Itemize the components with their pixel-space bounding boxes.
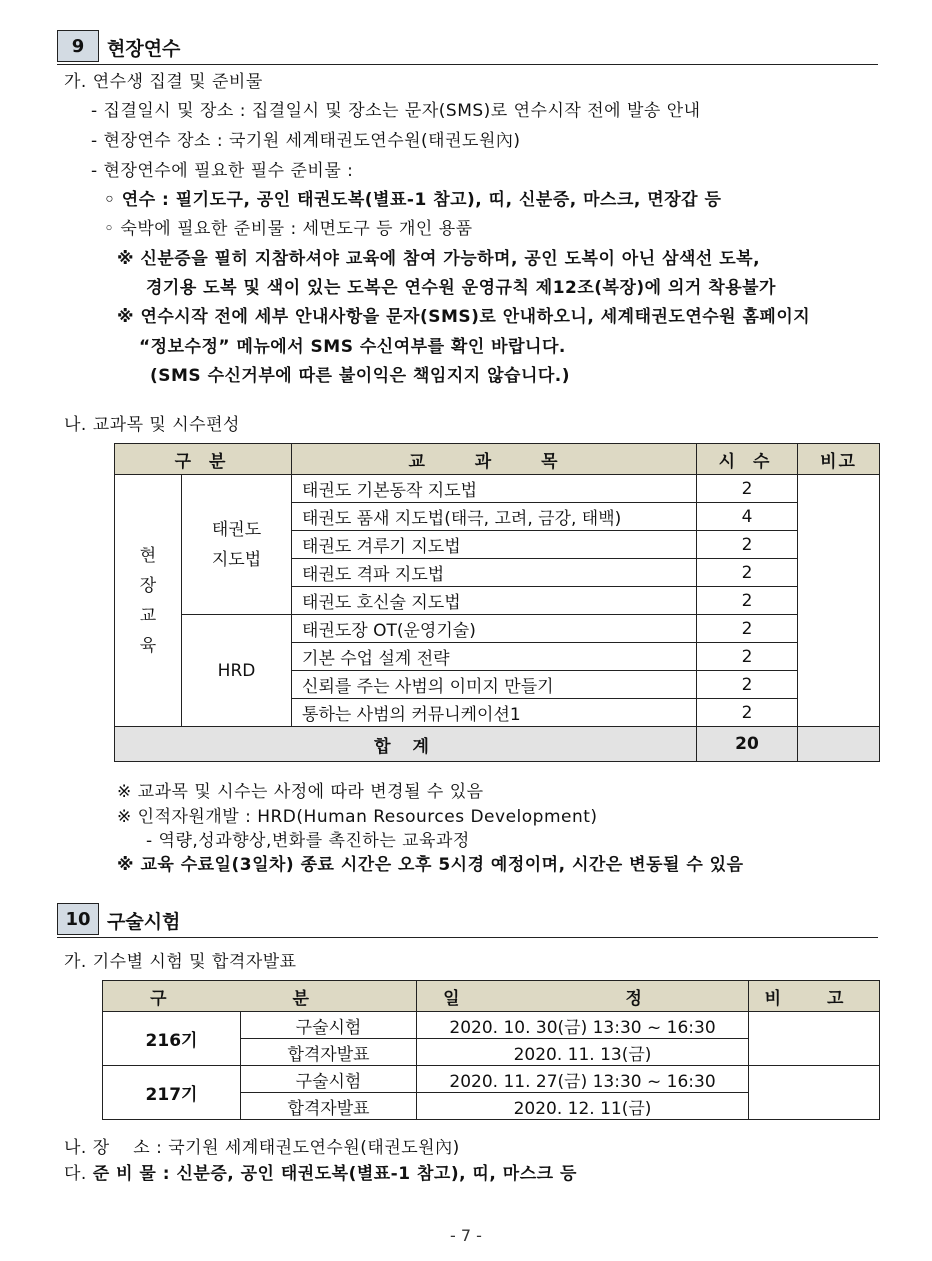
footnote-hrd: ※ 인적자원개발 : HRD(Human Resources Development) bbox=[117, 807, 598, 827]
required-items: - 현장연수에 필요한 필수 준비물 : bbox=[91, 161, 354, 181]
remarks-cell bbox=[749, 1012, 880, 1066]
subject-cell: 태권도 품새 지도법(태극, 고려, 금강, 태백) bbox=[292, 503, 697, 531]
exam-date: 2020. 10. 30(금) 13:30 ~ 16:30 bbox=[417, 1012, 749, 1039]
note-sms-refusal: (SMS 수신거부에 따른 불이익은 책임지지 않습니다.) bbox=[150, 366, 571, 386]
footnote-subjects: ※ 교과목 및 시수는 사정에 따라 변경될 수 있음 bbox=[117, 782, 484, 802]
exam-type: 구술시험 bbox=[241, 1012, 417, 1039]
section-number: 10 bbox=[57, 903, 99, 935]
subject-cell: 신뢰를 주는 사범의 이미지 만들기 bbox=[292, 671, 697, 699]
exam-date: 2020. 11. 13(금) bbox=[417, 1039, 749, 1066]
total-label: 합 계 bbox=[115, 727, 697, 762]
curriculum-table bbox=[114, 443, 880, 762]
bullet-training-items: ◦ 연수 : 필기도구, 공인 태권도복(별표-1 참고), 띠, 신분증, 마스크, 면장갑 등 bbox=[104, 190, 722, 210]
location-line: 나. 장 소 : 국기원 세계태권도연수원(태권도원內) bbox=[64, 1138, 460, 1158]
hours-cell: 2 bbox=[697, 559, 798, 587]
training-location: - 현장연수 장소 : 국기원 세계태권도연수원(태권도원內) bbox=[91, 131, 521, 151]
subject-cell: 태권도 호신술 지도법 bbox=[292, 587, 697, 615]
subject-cell: 기본 수업 설계 전략 bbox=[292, 643, 697, 671]
subject-cell: 태권도장 OT(운영기술) bbox=[292, 615, 697, 643]
header-remarks: 비고 bbox=[798, 444, 880, 475]
header-subject: 교 과 목 bbox=[292, 444, 697, 475]
section-10-header bbox=[57, 903, 878, 938]
bullet-lodging-items: ◦ 숙박에 필요한 준비물 : 세면도구 등 개인 용품 bbox=[104, 219, 473, 239]
item-a-heading: 가. 기수별 시험 및 합격자발표 bbox=[64, 952, 297, 972]
hours-cell: 4 bbox=[697, 503, 798, 531]
note-sms-check: “정보수정” 메뉴에서 SMS 수신여부를 확인 바랍니다. bbox=[139, 337, 566, 357]
note-id-card: ※ 신분증을 필히 지참하셔야 교육에 참여 가능하며, 공인 도복이 아닌 삼색선 도복, bbox=[117, 249, 761, 269]
remarks-cell bbox=[749, 1066, 880, 1120]
total-remarks bbox=[798, 727, 880, 762]
exam-type: 구술시험 bbox=[241, 1066, 417, 1093]
preparation-line: 다. 준 비 물 : 신분증, 공인 태권도복(별표-1 참고), 띠, 마스크 등 bbox=[64, 1164, 577, 1184]
note-uniform: 경기용 도복 및 색이 있는 도복은 연수원 운영규칙 제12조(복장)에 의거 착용불가 bbox=[146, 278, 776, 298]
exam-type: 합격자발표 bbox=[241, 1039, 417, 1066]
section-9-header bbox=[57, 30, 878, 65]
exam-type: 합격자발표 bbox=[241, 1093, 417, 1120]
assembly-info: - 집결일시 및 장소 : 집결일시 및 장소는 문자(SMS)로 연수시작 전에 발송 안내 bbox=[91, 101, 701, 121]
item-a-heading: 가. 연수생 집결 및 준비물 bbox=[64, 72, 263, 92]
header-category: 구 분 bbox=[103, 981, 417, 1012]
remarks-cell bbox=[798, 475, 880, 727]
group-label-field-training: 현 장 교 육 bbox=[115, 475, 182, 727]
exam-date: 2020. 11. 27(금) 13:30 ~ 16:30 bbox=[417, 1066, 749, 1093]
header-hours: 시 수 bbox=[697, 444, 798, 475]
header-category: 구 분 bbox=[115, 444, 292, 475]
sub-group-taekwondo: 태권도 지도법 bbox=[182, 475, 292, 615]
subject-cell: 태권도 격파 지도법 bbox=[292, 559, 697, 587]
footnote-hrd-desc: - 역량,성과향상,변화를 촉진하는 교육과정 bbox=[146, 831, 470, 851]
oral-exam-table bbox=[102, 980, 880, 1120]
header-remarks: 비 고 bbox=[749, 981, 880, 1012]
section-title: 구술시험 bbox=[107, 911, 181, 933]
subject-cell: 통하는 사범의 커뮤니케이션1 bbox=[292, 699, 697, 727]
section-title: 현장연수 bbox=[107, 38, 181, 60]
subject-cell: 태권도 기본동작 지도법 bbox=[292, 475, 697, 503]
hours-cell: 2 bbox=[697, 615, 798, 643]
item-b-heading: 나. 교과목 및 시수편성 bbox=[64, 415, 240, 435]
hours-cell: 2 bbox=[697, 531, 798, 559]
hours-cell: 2 bbox=[697, 671, 798, 699]
footnote-completion: ※ 교육 수료일(3일차) 종료 시간은 오후 5시경 예정이며, 시간은 변동될 수 있음 bbox=[117, 855, 744, 875]
total-value: 20 bbox=[697, 727, 798, 762]
cohort-name: 217기 bbox=[103, 1066, 241, 1120]
cohort-name: 216기 bbox=[103, 1012, 241, 1066]
header-schedule: 일 정 bbox=[417, 981, 749, 1012]
sub-group-hrd: HRD bbox=[182, 615, 292, 727]
hours-cell: 2 bbox=[697, 643, 798, 671]
subject-cell: 태권도 겨루기 지도법 bbox=[292, 531, 697, 559]
hours-cell: 2 bbox=[697, 699, 798, 727]
exam-date: 2020. 12. 11(금) bbox=[417, 1093, 749, 1120]
section-number: 9 bbox=[57, 30, 99, 62]
page-number: - 7 - bbox=[450, 1226, 482, 1245]
hours-cell: 2 bbox=[697, 587, 798, 615]
hours-cell: 2 bbox=[697, 475, 798, 503]
note-sms: ※ 연수시작 전에 세부 안내사항을 문자(SMS)로 안내하오니, 세계태권도연수원 홈페이지 bbox=[117, 307, 811, 327]
